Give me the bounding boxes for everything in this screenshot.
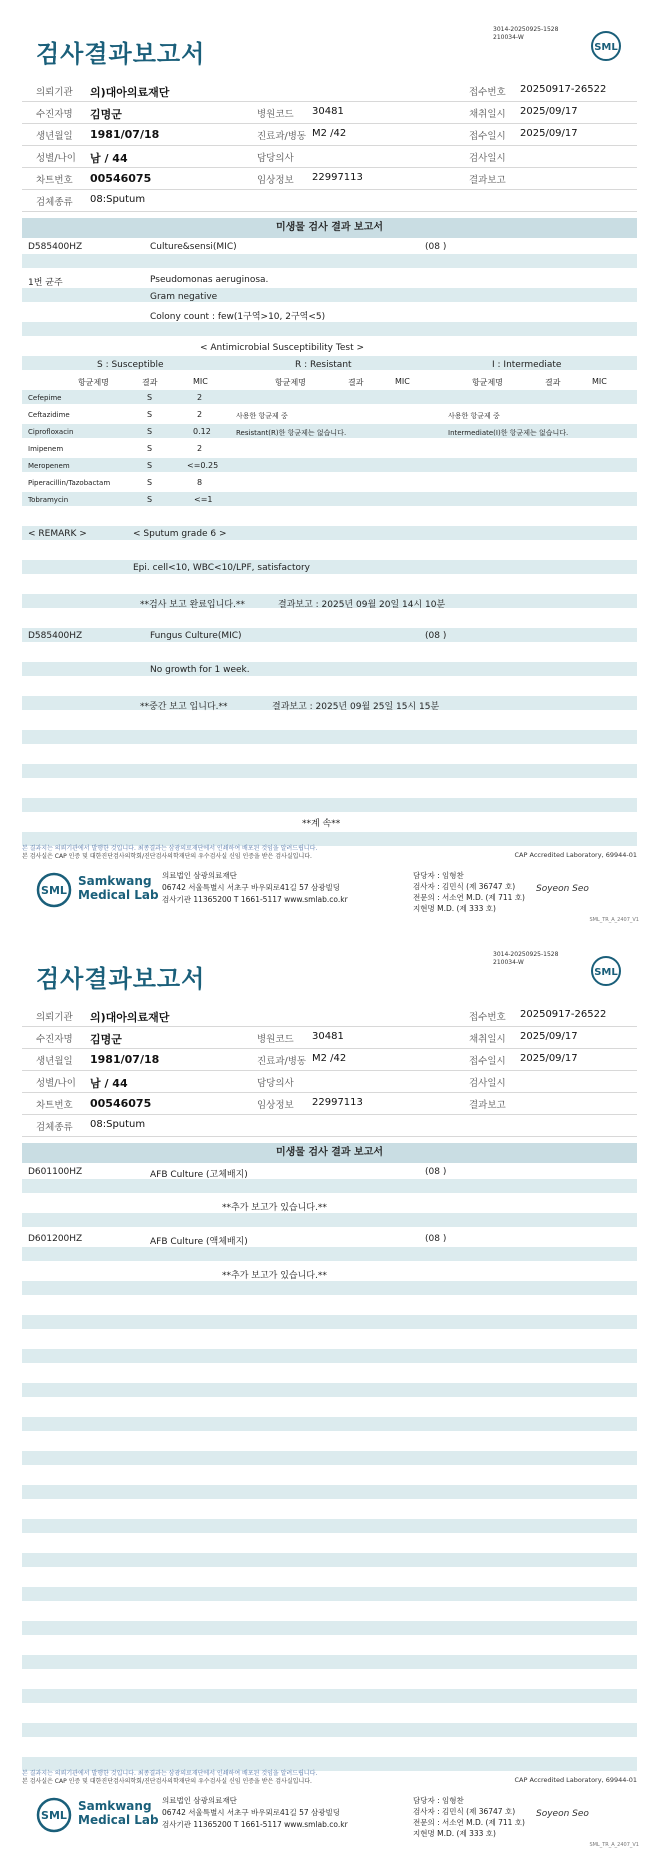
isolate-organism: Pseudomonas aeruginosa. xyxy=(150,275,269,285)
drug-mic: <=0.25 xyxy=(187,461,219,470)
drug-name: Piperacillin/Tazobactam xyxy=(28,479,111,487)
drug-mic: 2 xyxy=(197,444,203,453)
section-title: 미생물 검사 결과 보고서 xyxy=(22,218,637,238)
svg-text:SML: SML xyxy=(594,967,618,978)
brand-name: Samkwang Medical Lab xyxy=(78,1799,159,1827)
svg-text:SML: SML xyxy=(41,1809,67,1822)
test-name: AFB Culture (고체배지) xyxy=(150,1170,248,1180)
signatories: 담당자 : 임형찬 검사자 : 김민식 (제 36747 호) 전문의 : 서소연 M.D. (제 711 호) 지현명 M.D. (제 333 호) xyxy=(413,871,525,913)
specimen-code: (08 ) xyxy=(425,1234,447,1244)
signatories: 담당자 : 임형찬 검사자 : 김민식 (제 36747 호) 전문의 : 서소연 M.D. (제 711 호) 지현명 M.D. (제 333 호) xyxy=(413,1796,525,1838)
intermediate-note: 사용한 항균제 중 xyxy=(448,412,500,420)
epi-result: Epi. cell<10, WBC<10/LPF, satisfactory xyxy=(133,563,311,573)
report-page-2 xyxy=(0,925,655,1850)
drug-name: Imipenem xyxy=(28,445,64,453)
drug-mic: <=1 xyxy=(194,495,213,504)
report-title: 검사결과보고서 xyxy=(36,40,206,68)
drug-mic: 8 xyxy=(197,478,203,487)
ast-title: < Antimicrobial Susceptibility Test > xyxy=(200,343,364,353)
test-code: D601200HZ xyxy=(28,1234,83,1244)
specimen-code: (08 ) xyxy=(425,1167,447,1177)
test-name: Fungus Culture(MIC) xyxy=(150,631,242,641)
legend-susceptible: S : Susceptible xyxy=(97,360,164,370)
footer-note: 본 결과지는 의뢰기관에서 발행한 것입니다. 최종결과는 삼광의료재단에서 인쇄하여 배포된 것임을 알려드립니다. xyxy=(22,1770,318,1777)
col-header-result: 결과 xyxy=(348,378,364,387)
col-header-result: 결과 xyxy=(545,378,561,387)
report-time: 결과보고 : 2025년 09월 20일 14시 10분 xyxy=(278,600,446,610)
drug-result: S xyxy=(147,461,153,470)
section-title: 미생물 검사 결과 보고서 xyxy=(22,1143,637,1163)
test-code: D585400HZ xyxy=(28,242,83,252)
test-code: D585400HZ xyxy=(28,631,83,641)
additional-report-note: **추가 보고가 있습니다.** xyxy=(222,1203,327,1213)
drug-result: S xyxy=(147,478,153,487)
col-header-drug: 항균제명 xyxy=(472,378,503,387)
continued-label: **계 속** xyxy=(302,819,341,829)
drug-name: Meropenem xyxy=(28,462,70,470)
sml-logo-icon xyxy=(36,872,72,908)
drug-result: S xyxy=(147,393,153,402)
footer xyxy=(0,866,655,926)
lab-address: 의료법인 삼광의료재단 06742 서울특별시 서초구 바우뫼로41길 57 삼광빌딩 검사기관 11365200 T 1661-5117 www.smlab.co.kr xyxy=(162,871,348,904)
col-header-drug: 항균제명 xyxy=(275,378,306,387)
footer-note: 본 결과지는 의뢰기관에서 발행한 것입니다. 최종결과는 삼광의료재단에서 인쇄하여 배포된 것임을 알려드립니다. xyxy=(22,845,318,852)
drug-name: Tobramycin xyxy=(28,496,69,504)
cap-accreditation: CAP Accredited Laboratory, 69944-01 xyxy=(514,851,637,859)
drug-name: Ceftazidime xyxy=(28,411,70,419)
specimen-code: (08 ) xyxy=(425,242,447,252)
svg-text:SML: SML xyxy=(41,884,67,897)
isolate-label: 1번 균주 xyxy=(28,278,63,288)
svg-text:SML: SML xyxy=(594,42,618,53)
drug-result: S xyxy=(147,444,153,453)
form-version: SML_TR_A_2407_V1 xyxy=(589,1842,639,1848)
isolate-count: Colony count : few(1구역>10, 2구역<5) xyxy=(150,312,326,322)
form-version: SML_TR_A_2407_V1 xyxy=(589,917,639,923)
report-page-1 xyxy=(0,0,655,925)
lab-address: 의료법인 삼광의료재단 06742 서울특별시 서초구 바우뫼로41길 57 삼광빌딩 검사기관 11365200 T 1661-5117 www.smlab.co.kr xyxy=(162,1796,348,1829)
col-header-result: 결과 xyxy=(142,378,158,387)
col-header-mic: MIC xyxy=(592,377,607,386)
drug-name: Cefepime xyxy=(28,394,62,402)
report-time: 결과보고 : 2025년 09월 25일 15시 15분 xyxy=(272,702,440,712)
brand-name: Samkwang Medical Lab xyxy=(78,874,159,902)
sml-logo-icon xyxy=(590,30,622,62)
test-name: Culture&sensi(MIC) xyxy=(150,242,237,252)
footer xyxy=(0,1791,655,1851)
drug-mic: 0.12 xyxy=(193,427,211,436)
report-title: 검사결과보고서 xyxy=(36,965,206,993)
legend-intermediate: I : Intermediate xyxy=(492,360,562,370)
fungus-result: No growth for 1 week. xyxy=(150,665,250,675)
cap-accreditation: CAP Accredited Laboratory, 69944-01 xyxy=(514,1776,637,1784)
additional-report-note: **추가 보고가 있습니다.** xyxy=(222,1271,327,1281)
intermediate-note: Intermediate(I)한 항균제는 없습니다. xyxy=(448,429,569,437)
drug-result: S xyxy=(147,495,153,504)
patient-info-header: 의뢰기관 의)대아의료재단 접수번호 20250917-26522 수진자명 김명군 병원코드 30481 채취일시 2025/09/17 생년월일 1981/07/18 진료과/병동 M2 /42 접수일시 2025/09/17 성별/나이 남 / 44 담당의사 검사일시 차트번호 00546075 임상정보 22997113 결과보고 검체종류 08:Sputum xyxy=(22,1005,637,1137)
remark-label: < REMARK > xyxy=(28,529,87,539)
document-id: 3014-20250925-1528 210034-W xyxy=(493,26,559,41)
col-header-mic: MIC xyxy=(395,377,410,386)
remark-value: < Sputum grade 6 > xyxy=(133,529,227,539)
patient-info-header: 의뢰기관 의)대아의료재단 접수번호 20250917-26522 수진자명 김명군 병원코드 30481 채취일시 2025/09/17 생년월일 1981/07/18 진료과/병동 M2 /42 접수일시 2025/09/17 성별/나이 남 / 44 담당의사 검사일시 차트번호 00546075 임상정보 22997113 결과보고 검체종류 08:Sputum xyxy=(22,80,637,212)
legend-resistant: R : Resistant xyxy=(295,360,352,370)
specimen-code: (08 ) xyxy=(425,631,447,641)
test-code: D601100HZ xyxy=(28,1167,83,1177)
interim-report: **중간 보고 입니다.** xyxy=(140,702,228,712)
signature: Soyeon Seo xyxy=(536,884,589,894)
signature: Soyeon Seo xyxy=(536,1809,589,1819)
sml-logo-icon xyxy=(36,1797,72,1833)
col-header-mic: MIC xyxy=(193,377,208,386)
report-complete: **검사 보고 완료입니다.** xyxy=(140,600,245,610)
resistant-note: Resistant(R)한 항균제는 없습니다. xyxy=(236,429,347,437)
resistant-note: 사용한 항균제 중 xyxy=(236,412,288,420)
test-name: AFB Culture (액체배지) xyxy=(150,1237,248,1247)
drug-name: Ciprofloxacin xyxy=(28,428,74,436)
col-header-drug: 항균제명 xyxy=(78,378,109,387)
sml-logo-icon xyxy=(590,955,622,987)
isolate-gram: Gram negative xyxy=(150,292,218,302)
document-id: 3014-20250925-1528 210034-W xyxy=(493,951,559,966)
footer-accreditation: 본 검사실은 CAP 인증 및 대한진단검사의학회/진단검사의학재단의 우수검사실 신임 인증을 받은 검사실입니다. xyxy=(22,853,312,860)
footer-accreditation: 본 검사실은 CAP 인증 및 대한진단검사의학회/진단검사의학재단의 우수검사실 신임 인증을 받은 검사실입니다. xyxy=(22,1778,312,1785)
drug-result: S xyxy=(147,410,153,419)
drug-mic: 2 xyxy=(197,393,203,402)
drug-result: S xyxy=(147,427,153,436)
drug-mic: 2 xyxy=(197,410,203,419)
